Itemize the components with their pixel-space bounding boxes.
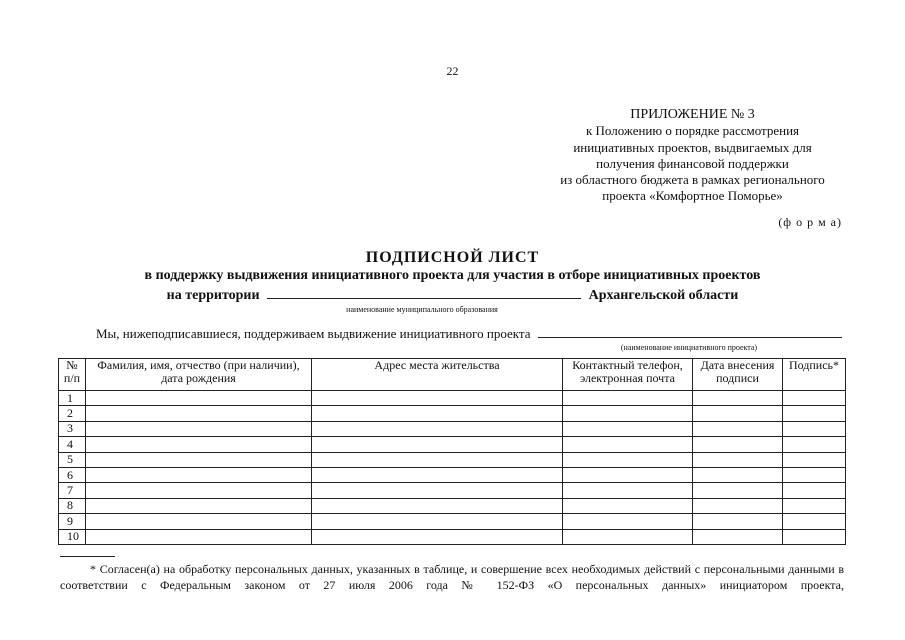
territory-suffix: Архангельской области <box>588 288 739 303</box>
cell-address[interactable] <box>312 406 563 421</box>
table-body <box>59 391 846 545</box>
header-signature: Подпись* <box>783 359 846 391</box>
support-statement: Мы, нижеподписавшиеся, поддерживаем выдвижение инициативного проекта <box>96 326 531 341</box>
table-row <box>59 498 846 513</box>
cell-contact[interactable] <box>563 498 693 513</box>
table-header-row <box>59 359 846 391</box>
cell-full-name[interactable] <box>86 467 312 482</box>
header-number: № п/п <box>59 359 86 391</box>
cell-signature-date[interactable] <box>693 498 783 513</box>
municipality-hint: наименование муниципального образования <box>346 305 498 314</box>
cell-signature[interactable] <box>783 452 846 467</box>
cell-signature-date[interactable] <box>693 391 783 406</box>
cell-address[interactable] <box>312 437 563 452</box>
cell-signature-date[interactable] <box>693 406 783 421</box>
table-row <box>59 391 846 406</box>
cell-address[interactable] <box>312 529 563 544</box>
cell-signature-date[interactable] <box>693 437 783 452</box>
cell-signature-date[interactable] <box>693 467 783 482</box>
support-statement-line <box>96 326 842 342</box>
cell-row-number: 6 <box>59 467 86 482</box>
cell-contact[interactable] <box>563 406 693 421</box>
cell-full-name[interactable] <box>86 452 312 467</box>
cell-address[interactable] <box>312 452 563 467</box>
table-row <box>59 467 846 482</box>
cell-signature[interactable] <box>783 391 846 406</box>
signature-table <box>58 358 846 545</box>
table-row <box>59 529 846 544</box>
cell-signature-date[interactable] <box>693 483 783 498</box>
cell-signature[interactable] <box>783 437 846 452</box>
document-title: ПОДПИСНОЙ ЛИСТ <box>365 249 540 266</box>
header-contact: Контактный телефон, электронная почта <box>563 359 693 391</box>
cell-full-name[interactable] <box>86 391 312 406</box>
header-signature-date: Дата внесения подписи <box>693 359 783 391</box>
cell-row-number: 5 <box>59 452 86 467</box>
cell-full-name[interactable] <box>86 437 312 452</box>
cell-row-number: 1 <box>59 391 86 406</box>
municipality-blank-field[interactable] <box>267 286 581 299</box>
cell-row-number: 3 <box>59 421 86 436</box>
cell-address[interactable] <box>312 467 563 482</box>
cell-address[interactable] <box>312 483 563 498</box>
header-address: Адрес места жительства <box>312 359 563 391</box>
territory-line <box>0 286 905 304</box>
appendix-line: получения финансовой поддержки <box>596 155 789 171</box>
appendix-block <box>470 107 905 205</box>
cell-full-name[interactable] <box>86 406 312 421</box>
cell-row-number: 4 <box>59 437 86 452</box>
project-hint: (наименование инициативного проекта) <box>620 343 758 352</box>
cell-signature[interactable] <box>783 529 846 544</box>
form-label: (ф о р м а) <box>778 215 842 229</box>
cell-row-number: 7 <box>59 483 86 498</box>
cell-address[interactable] <box>312 498 563 513</box>
cell-contact[interactable] <box>563 452 693 467</box>
cell-contact[interactable] <box>563 467 693 482</box>
table-row <box>59 406 846 421</box>
cell-full-name[interactable] <box>86 498 312 513</box>
cell-address[interactable] <box>312 421 563 436</box>
footnote-text: * Согласен(а) на обработку персональных данных, указанных в таблице, и совершение всех необходимых действий с персональными данными в соответствии с Федеральным законом от 27 июля 2006 года № 152-ФЗ «О персональных данных» инициатором проекта, <box>60 562 844 592</box>
appendix-line: к Положению о порядке рассмотрения <box>585 123 800 139</box>
cell-full-name[interactable] <box>86 514 312 529</box>
cell-signature[interactable] <box>783 498 846 513</box>
table-row <box>59 514 846 529</box>
cell-full-name[interactable] <box>86 529 312 544</box>
cell-signature[interactable] <box>783 483 846 498</box>
cell-signature[interactable] <box>783 514 846 529</box>
cell-signature-date[interactable] <box>693 514 783 529</box>
cell-full-name[interactable] <box>86 483 312 498</box>
appendix-title: ПРИЛОЖЕНИЕ № 3 <box>630 107 755 122</box>
appendix-line: инициативных проектов, выдвигаемых для <box>573 139 812 155</box>
cell-signature[interactable] <box>783 421 846 436</box>
table-row <box>59 437 846 452</box>
cell-address[interactable] <box>312 391 563 406</box>
cell-contact[interactable] <box>563 391 693 406</box>
cell-contact[interactable] <box>563 514 693 529</box>
cell-contact[interactable] <box>563 529 693 544</box>
cell-contact[interactable] <box>563 421 693 436</box>
cell-address[interactable] <box>312 514 563 529</box>
cell-full-name[interactable] <box>86 421 312 436</box>
header-full-name: Фамилия, имя, отчество (при наличии), дата рождения <box>86 359 312 391</box>
document-subtitle: в поддержку выдвижения инициативного проекта для участия в отборе инициативных проектов <box>144 268 761 283</box>
table-row <box>59 483 846 498</box>
cell-contact[interactable] <box>563 483 693 498</box>
cell-contact[interactable] <box>563 437 693 452</box>
cell-row-number: 2 <box>59 406 86 421</box>
table-row <box>59 452 846 467</box>
footnote-divider <box>60 556 115 557</box>
cell-signature[interactable] <box>783 406 846 421</box>
cell-signature[interactable] <box>783 467 846 482</box>
cell-signature-date[interactable] <box>693 529 783 544</box>
cell-row-number: 9 <box>59 514 86 529</box>
cell-signature-date[interactable] <box>693 421 783 436</box>
cell-row-number: 10 <box>59 529 86 544</box>
page-number: 22 <box>446 64 459 78</box>
appendix-line: проекта «Комфортное Поморье» <box>602 188 783 204</box>
table-row <box>59 421 846 436</box>
cell-row-number: 8 <box>59 498 86 513</box>
appendix-line: из областного бюджета в рамках регионального <box>560 172 825 188</box>
cell-signature-date[interactable] <box>693 452 783 467</box>
project-name-blank-field[interactable] <box>538 326 842 338</box>
territory-prefix: на территории <box>166 288 260 303</box>
